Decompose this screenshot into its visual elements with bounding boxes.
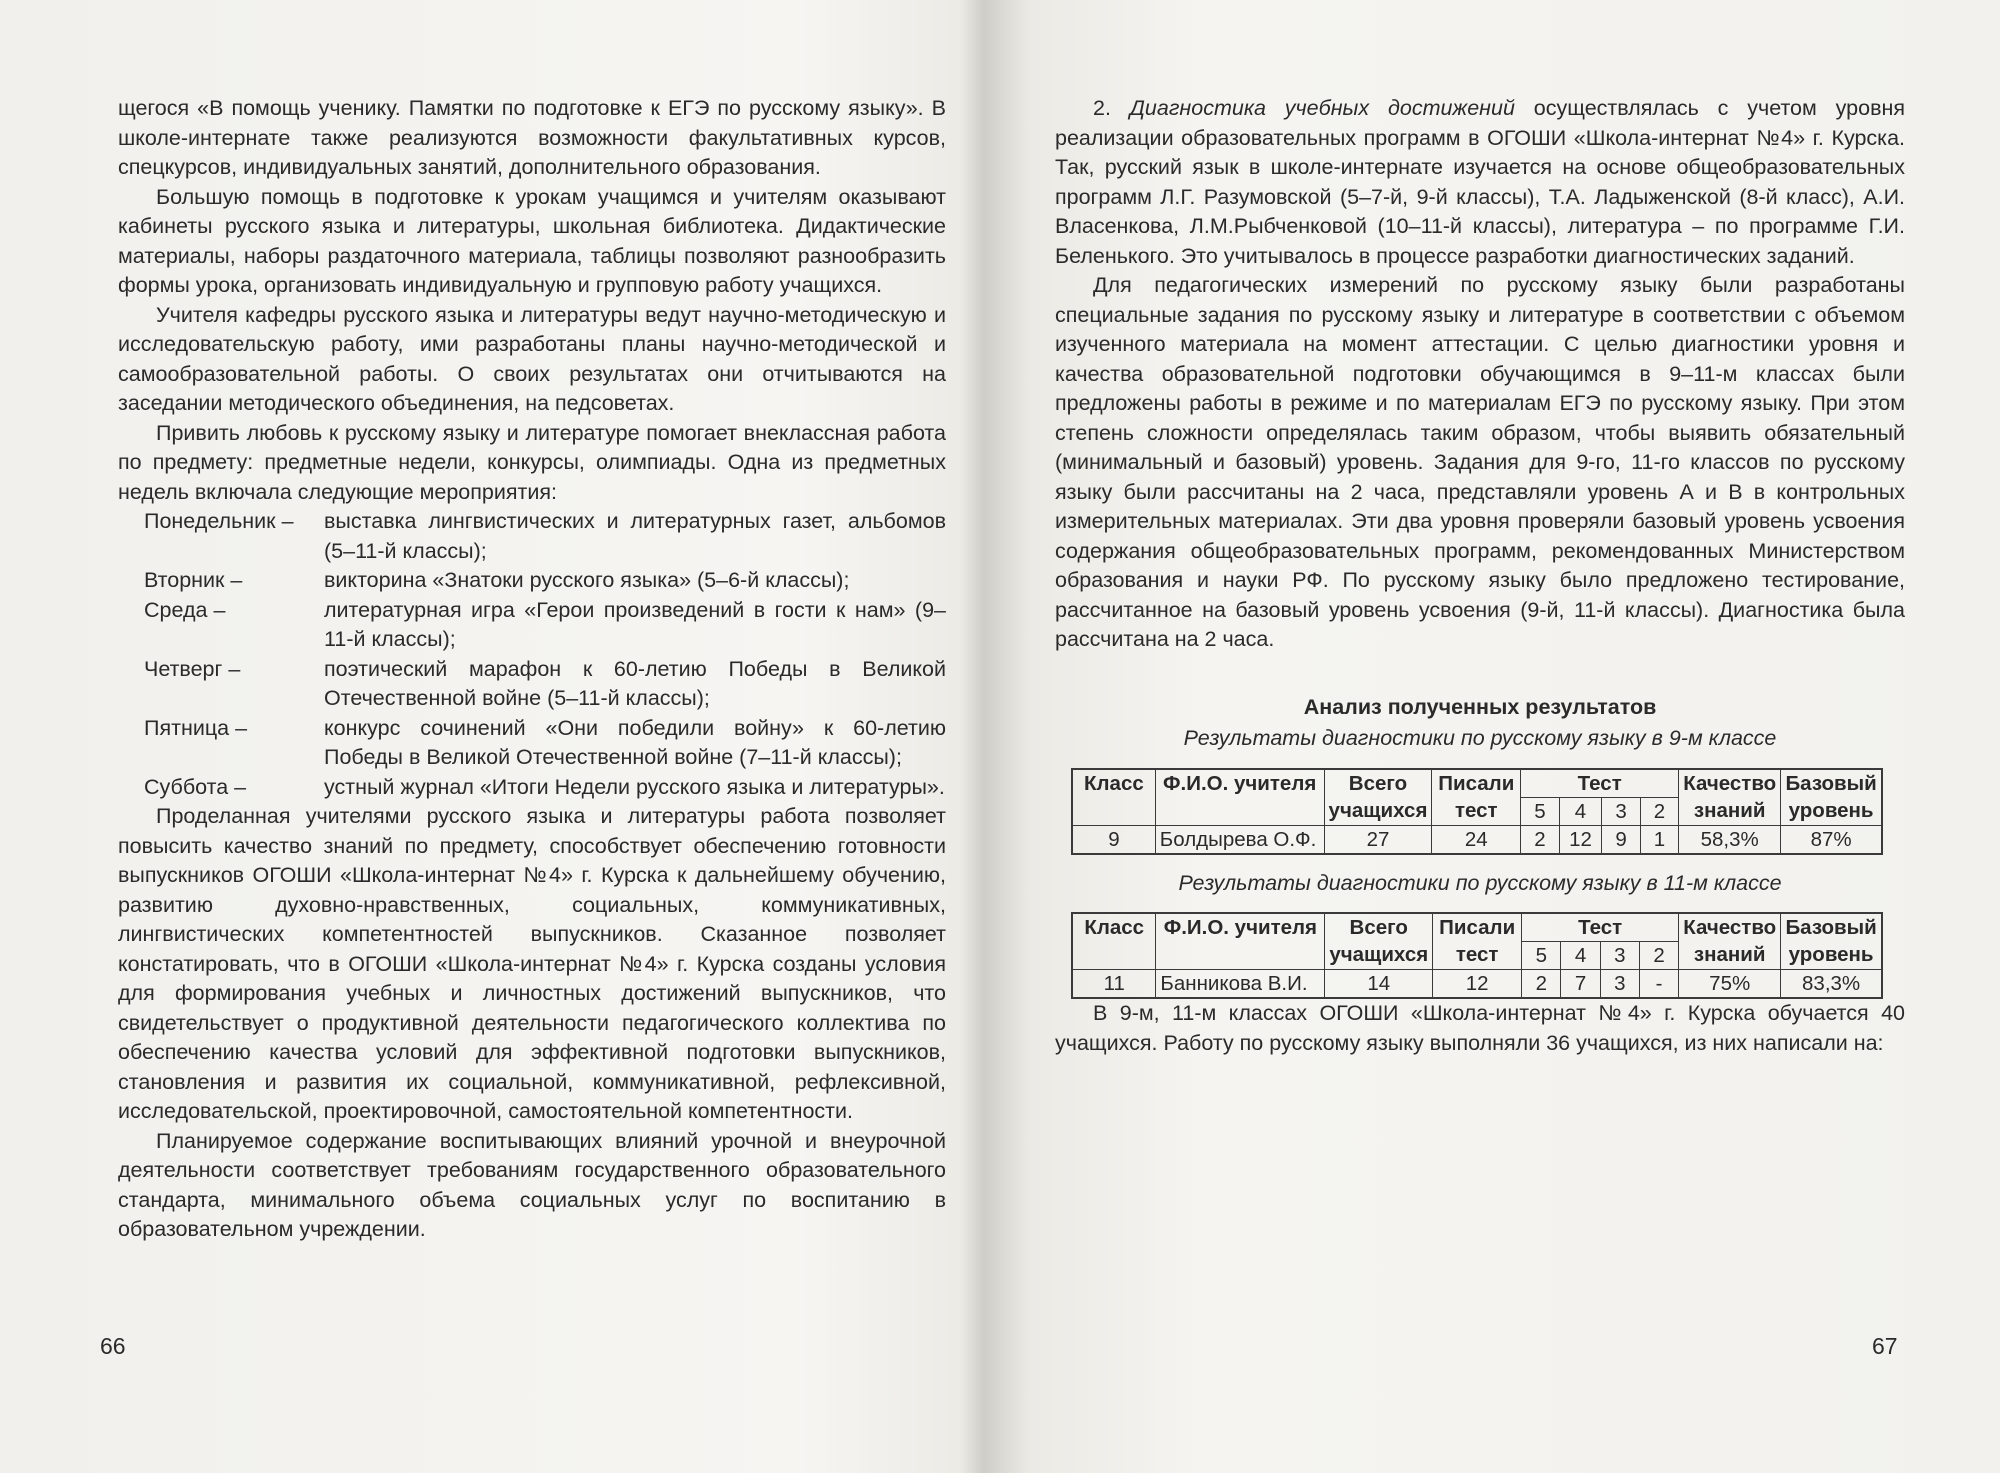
cell-grade-5: 2 [1521,825,1559,854]
paragraph: Проделанная учителями русского языка и литературы работа позволяет повысить качество знаний по предмету, способствует обеспечению готовности выпускников ОГОШИ «Школа-интернат №4» г. Курска к дальнейшему обучению, развитию духовно-нравственных, социальных, коммуникативных, лингвистических компетентностей выпускников. Сказанное позволяет констатировать, что в ОГОШИ «Школа-интернат №4» г. Курска созданы условия для формирования учебных и личностных достижений выпускников, что свидетельствует о продуктивной деятельности педагогического коллектива по обеспечению качества условий для эффективной подготовки выпускников, становления и развития их социальной, коммуникативной, рефлексивной, исследовательской, проектировочной, самостоятельной компетентности. [118,804,946,1123]
list-item [144,507,946,566]
section-heading: Анализ полученных результатов [1303,694,1657,719]
cell-base: 83,3% [1781,970,1882,999]
cell-wrote: 24 [1432,825,1521,854]
col-header-wrote: Писали тест [1432,769,1521,826]
paragraph: Учителя кафедры русского языка и литературы ведут научно-методическую и исследовательскую работу, ими разработаны планы научно-методической и самообразовательной работы. О своих результатах они отчитываются на заседании методического объединения, на педсоветах. [118,302,946,415]
cell-base: 87% [1781,825,1882,854]
cell-teacher: Банникова В.И. [1156,970,1325,999]
event-description: устный журнал «Итоги Недели русского языка и литературы». [324,774,945,799]
cell-class: 9 [1072,825,1155,854]
col-header-total: Всего учащихся [1324,769,1432,826]
event-day: Понедельник – [144,509,294,533]
left-page [0,0,990,1473]
table-row [1072,825,1882,854]
events-list [144,507,946,802]
list-item [144,714,946,773]
list-item [144,596,946,655]
event-day: Вторник – [144,568,243,592]
event-day: Четверг – [144,656,241,681]
cell-grade-5: 2 [1522,970,1561,999]
col-header-quality: Качество знаний [1679,913,1781,970]
cell-wrote: 12 [1433,970,1522,999]
col-header-class: Класс [1072,913,1156,970]
list-item [144,566,946,596]
page-number: 66 [100,1333,126,1359]
right-page-text [1055,94,1905,1058]
col-header-base: Базовый уровень [1781,913,1882,970]
results-table-9 [1071,768,1883,855]
cell-grade-4: 12 [1559,825,1602,854]
col-header-grade-5: 5 [1521,797,1559,825]
col-header-grade-2: 2 [1640,797,1678,825]
paragraph: Большую помощь в подготовке к урокам учащимся и учителям оказывают кабинеты русского языка и литературы, школьная библиотека. Дидактические материалы, наборы раздаточного материала, таблицы позволяют разнообразить формы урока, организовать индивидуальную и групповую работу учащихся. [118,184,946,297]
cell-total: 27 [1324,825,1432,854]
paragraph-number: 2. [1093,96,1130,120]
cell-grade-2: 1 [1640,825,1678,854]
event-day: Суббота – [144,774,247,799]
paragraph [1055,94,1905,271]
col-header-wrote: Писали тест [1433,913,1522,970]
cell-class: 11 [1072,970,1156,999]
col-header-grade-4: 4 [1561,942,1600,970]
col-header-teacher: Ф.И.О. учителя [1155,769,1324,826]
event-description: конкурс сочинений «Они победили войну» к 60-летию Победы в Великой Отечественной войне (7–11-й классы); [324,715,946,769]
paragraph: Для педагогических измерений по русскому языку были разработаны специальные задания по русскому языку и литературе в соответствии с объемом изученного материала на момент аттестации. С целью диагностики уровня и качества образовательной подготовки обучающимся в 9–11-м классах были предложены работы в режиме и по материалам ЕГЭ по русскому языку. При этом степень сложности определялась таким образом, чтобы выявить обязательный (минимальный и базовый) уровень. Задания для 9-го, 11-го классов по русскому языку были рассчитаны на 2 часа, представляли уровень А и В в контрольных измерительных материалах. Эти два уровня проверяли базовый уровень усвоения содержания общеобразовательных программ, рекомендованных Министерством образования и науки РФ. По русскому языку было предложено тестирование, рассчитанное на базовый уровень усвоения (9-й, 11-й классы). Диагностика была рассчитана на 2 часа. [1055,273,1905,651]
list-item [144,655,946,714]
table-caption: Результаты диагностики по русскому языку в 9-м классе [1183,726,1777,750]
col-header-teacher: Ф.И.О. учителя [1156,913,1325,970]
paragraph-text: осуществлялась с учетом уровня реализации образовательных программ в ОГОШИ «Школа-интернат №4» г. Курска. Так, русский язык в школе-интернате изучается на основе общеобразовательных программ Л.Г. Разумовской (5–7-й, 9-й классы), Т.А. Ладыженской (8-й класс), А.И. Власенкова, Л.М.Рыбченковой (10–11-й классы), литература – по программе Г.И. Беленького. Это учитывалось в процессе разработки диагностических заданий. [1055,96,1906,268]
left-page-text [118,94,946,1245]
col-header-test: Тест [1521,769,1679,798]
italic-term: Диагностика учебных достижений [1129,96,1515,120]
paragraph: Планируемое содержание воспитывающих влияний урочной и внеурочной деятельности соответствует требованиям государственного образовательного стандарта, минимального объема социальных услуг по воспитанию в образовательном учреждении. [118,1128,946,1241]
paragraph: щегося «В помощь ученику. Памятки по подготовке к ЕГЭ по русскому языку». В школе-интернате также реализуются возможности факультативных курсов, спецкурсов, индивидуальных занятий, дополнительного образования. [118,96,946,179]
col-header-base: Базовый уровень [1781,769,1882,826]
event-description: поэтический марафон к 60-летию Победы в Великой Отечественной войне (5–11-й классы); [324,656,946,710]
event-day: Пятница – [144,715,248,740]
col-header-grade-3: 3 [1602,797,1640,825]
col-header-grade-2: 2 [1639,942,1678,970]
list-item [144,773,946,803]
col-header-class: Класс [1072,769,1155,826]
table-row [1072,970,1882,999]
col-header-quality: Качество знаний [1679,769,1781,826]
cell-quality: 75% [1679,970,1781,999]
cell-grade-3: 3 [1600,970,1639,999]
col-header-test: Тест [1522,913,1679,942]
event-description: литературная игра «Герои произведений в гости к нам» (9–11-й классы); [324,597,946,651]
cell-grade-2: - [1639,970,1678,999]
col-header-grade-3: 3 [1600,942,1639,970]
col-header-total: Всего учащихся [1325,913,1433,970]
event-description: викторина «Знатоки русского языка» (5–6-й классы); [324,568,850,592]
page-number: 67 [1872,1333,1898,1359]
paragraph: В 9-м, 11-м классах ОГОШИ «Школа-интернат №4» г. Курска обучается 40 учащихся. Работу по русскому языку выполняли 36 учащихся, из них написали на: [1055,1001,1905,1055]
results-table-11 [1071,912,1883,999]
col-header-grade-4: 4 [1559,797,1602,825]
cell-teacher: Болдырева О.Ф. [1155,825,1324,854]
right-page [1010,0,2000,1473]
event-day: Среда – [144,597,226,622]
col-header-grade-5: 5 [1522,942,1561,970]
cell-grade-4: 7 [1561,970,1600,999]
cell-quality: 58,3% [1679,825,1781,854]
paragraph: Привить любовь к русскому языку и литературе помогает внеклассная работа по предмету: предметные недели, конкурсы, олимпиады. Одна из предметных недель включала следующие мероприятия: [118,420,946,504]
cell-total: 14 [1325,970,1433,999]
cell-grade-3: 9 [1602,825,1640,854]
event-description: выставка лингвистических и литературных газет, альбомов (5–11-й классы); [324,509,946,563]
table-caption: Результаты диагностики по русскому языку в 11-м классе [1178,870,1782,895]
